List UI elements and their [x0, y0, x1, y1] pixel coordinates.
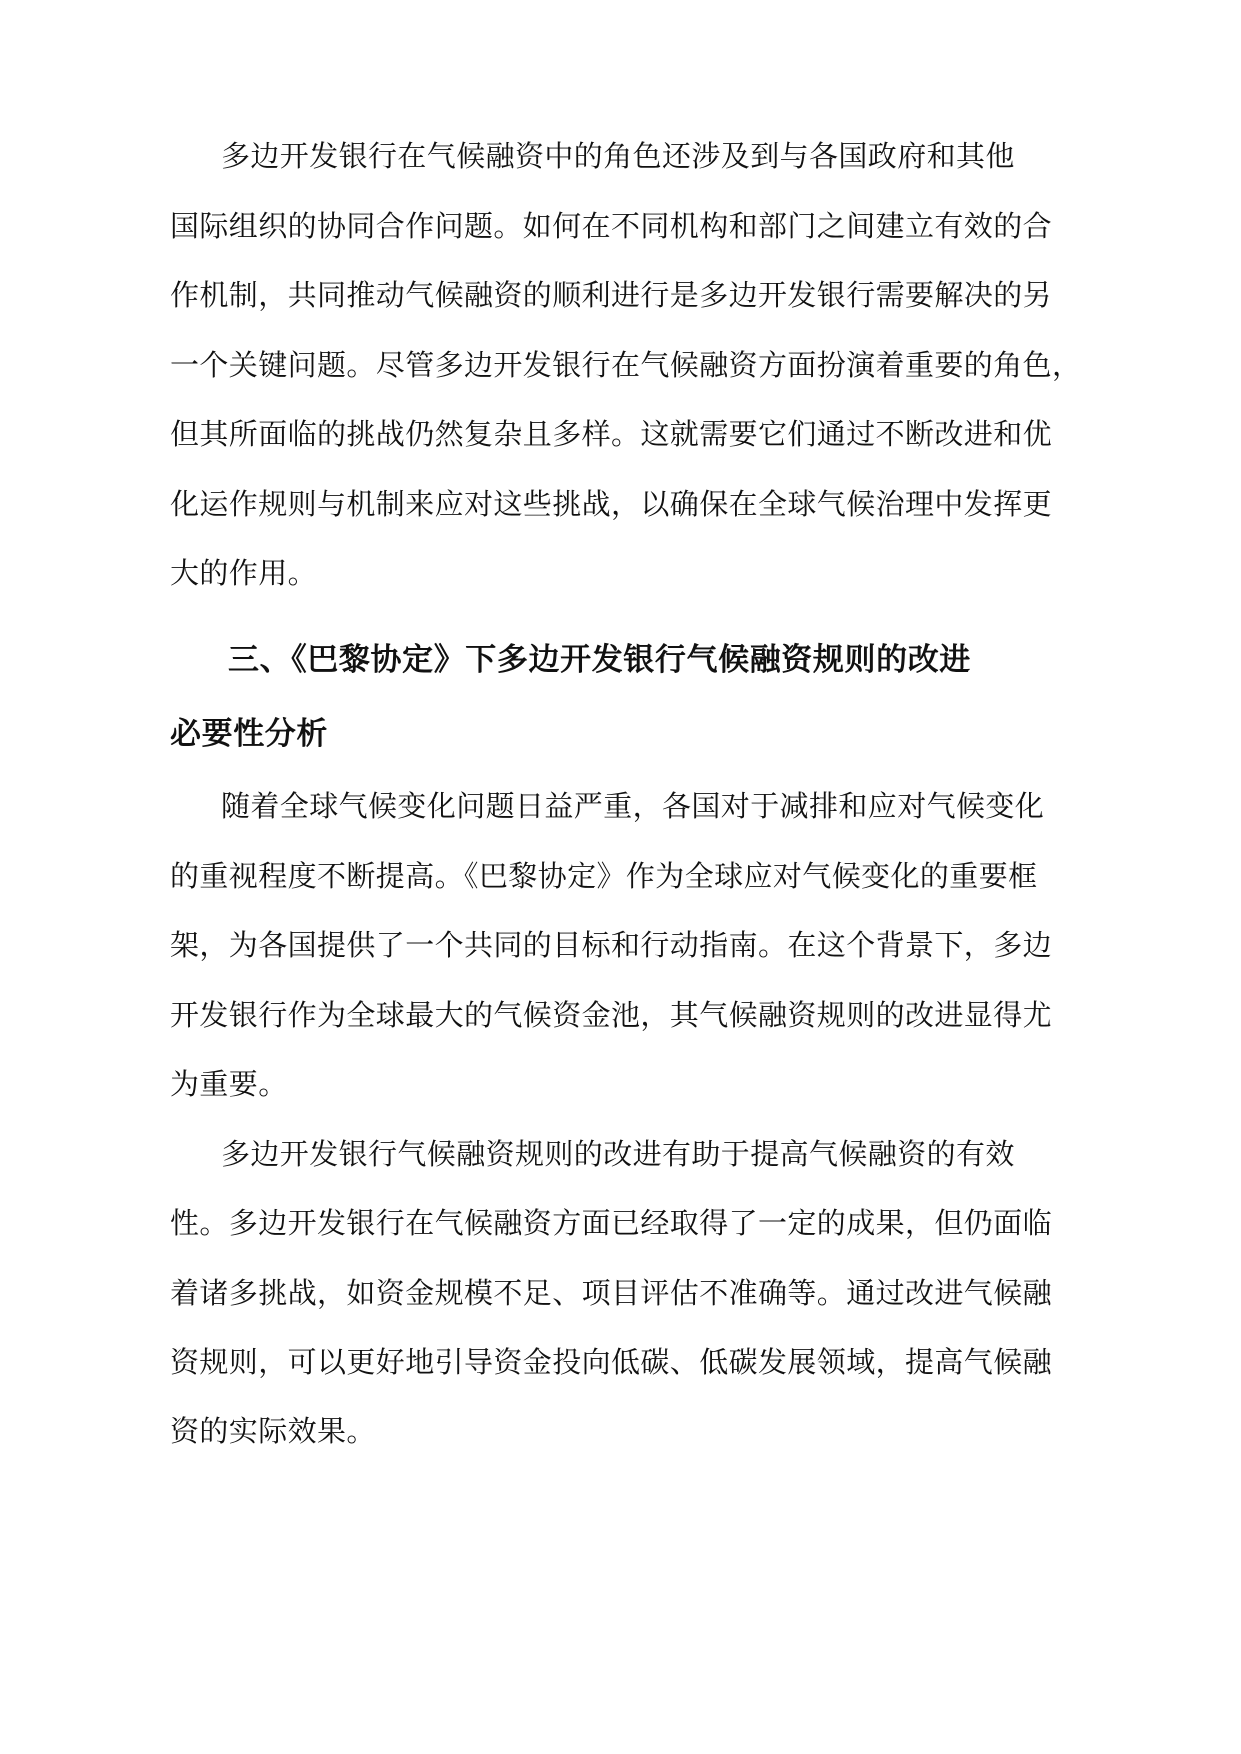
paragraph-1-line: 化运作规则与机制来应对这些挑战，以确保在全球气候治理中发挥更	[170, 487, 1053, 521]
paragraph-2-line: 为重要。	[170, 1067, 288, 1101]
paragraph-3-line: 性。多边开发银行在气候融资方面已经取得了一定的成果，但仍面临	[170, 1206, 1053, 1240]
paragraph-1-line: 但其所面临的挑战仍然复杂且多样。这就需要它们通过不断改进和优	[170, 417, 1053, 451]
section-heading-line: 三、《巴黎协定》下多边开发银行气候融资规则的改进	[228, 642, 971, 678]
paragraph-3-line: 着诸多挑战，如资金规模不足、项目评估不准确等。通过改进气候融	[170, 1276, 1053, 1310]
paragraph-2-line: 架，为各国提供了一个共同的目标和行动指南。在这个背景下，多边	[170, 928, 1053, 962]
paragraph-1-line: 多边开发银行在气候融资中的角色还涉及到与各国政府和其他	[221, 139, 1015, 173]
section-heading-line: 必要性分析	[170, 716, 328, 752]
paragraph-3-line: 多边开发银行气候融资规则的改进有助于提高气候融资的有效	[221, 1137, 1015, 1171]
paragraph-1-line: 国际组织的协同合作问题。如何在不同机构和部门之间建立有效的合	[170, 209, 1053, 243]
paragraph-1-line: 一个关键问题。尽管多边开发银行在气候融资方面扮演着重要的角色，	[170, 348, 1082, 382]
paragraph-3-line: 资规则，可以更好地引导资金投向低碳、低碳发展领域，提高气候融	[170, 1345, 1053, 1379]
paragraph-1-line: 作机制，共同推动气候融资的顺利进行是多边开发银行需要解决的另	[170, 278, 1053, 312]
paragraph-2-line: 的重视程度不断提高。《巴黎协定》作为全球应对气候变化的重要框	[170, 859, 1038, 893]
paragraph-3-line: 资的实际效果。	[170, 1414, 376, 1448]
paragraph-2-line: 随着全球气候变化问题日益严重，各国对于减排和应对气候变化	[221, 789, 1045, 823]
paragraph-1-line: 大的作用。	[170, 556, 318, 590]
paragraph-2-line: 开发银行作为全球最大的气候资金池，其气候融资规则的改进显得尤	[170, 998, 1053, 1032]
